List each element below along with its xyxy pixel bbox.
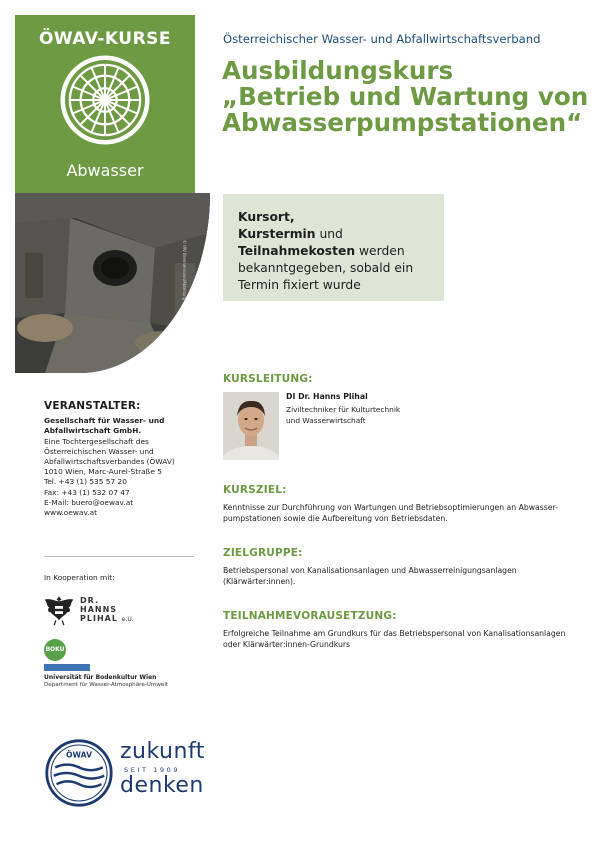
boku-university-name: Universität für Bodenkultur Wien xyxy=(44,674,157,681)
course-title-line1: Ausbildungskurs xyxy=(222,56,454,85)
kursziel-body: Kenntnisse zur Durchführung von Wartungen und Betriebsoptimierungen an Abwasser-pumpstationen sowie die Aufbereitung von Betriebsdaten. xyxy=(223,503,558,523)
organizer-email[interactable]: E-Mail: buero@oewav.at xyxy=(44,497,134,507)
eagle-icon xyxy=(43,593,75,627)
boku-logo: BOKU xyxy=(44,639,66,661)
info-box xyxy=(223,194,444,301)
plihal-logo-line1: DR. xyxy=(80,596,99,605)
voraussetzung-heading: TEILNAHMEVORAUSETZUNG: xyxy=(223,610,397,622)
organizer-name-line1: Gesellschaft für Wasser- und xyxy=(44,416,165,426)
organizer-desc-line2: Österreichischen Wasser- und xyxy=(44,446,154,456)
plihal-logo xyxy=(80,596,134,624)
boku-department-name: Department für Wasser-Atmosphäre-Umwelt xyxy=(44,682,169,688)
course-leader-name: DI Dr. Hanns Plihal xyxy=(286,392,368,401)
organizer-block xyxy=(44,401,199,518)
info-kurstermin: Kurstermin xyxy=(238,227,316,241)
course-leader-role xyxy=(286,404,416,426)
oewav-seal-icon xyxy=(44,738,114,808)
course-leader-role-line1: Ziviltechniker für Kulturtechnik xyxy=(286,405,401,414)
info-kursort: Kursort, xyxy=(238,210,295,224)
pump-station-photo xyxy=(15,193,210,373)
zielgruppe-heading: ZIELGRUPPE: xyxy=(223,547,303,559)
manhole-cover-icon xyxy=(60,55,150,145)
course-title xyxy=(222,58,588,136)
divider xyxy=(44,556,194,557)
course-title-line2: „Betrieb und Wartung von xyxy=(222,82,589,111)
info-und: und xyxy=(315,227,343,241)
kursleitung-heading: KURSLEITUNG: xyxy=(223,373,313,385)
photo-credit: © IRV Brennenvann/Abteilung xyxy=(182,240,187,301)
organizer-desc-line3: Abfallwirtschaftsverbandes (ÖWAV) xyxy=(44,457,175,467)
kursziel-heading: KURSZIEL: xyxy=(223,484,287,496)
cooperation-label: In Kooperation mit: xyxy=(44,573,115,582)
info-rest: werden bekanntgegeben, sobald ein Termin fixiert wurde xyxy=(238,244,414,292)
organizer-address: 1010 Wien, Marc-Aurel-Straße 5 xyxy=(44,467,162,477)
plihal-logo-line3: PLIHAL xyxy=(80,614,118,623)
seal-text: ÖWAV xyxy=(65,750,93,760)
organizer-name-line2: Abfallwirtschaft GmbH. xyxy=(44,426,142,436)
plihal-logo-line2: HANNS xyxy=(80,605,118,614)
organizer-heading: VERANSTALTER: xyxy=(44,400,141,412)
tagline-zukunft: zukunft xyxy=(120,739,205,764)
info-teilnahmekosten: Teilnahmekosten xyxy=(238,244,356,258)
organizer-fax: Fax: +43 (1) 532 07 47 xyxy=(44,487,130,497)
course-leader-role-line2: und Wasserwirtschaft xyxy=(286,416,366,425)
tagline-since: SEIT 1909 xyxy=(124,766,181,774)
organization-name: Österreichischer Wasser- und Abfallwirtschaftsverband xyxy=(223,32,541,46)
boku-color-bar xyxy=(44,664,90,671)
zielgruppe-body: Betriebspersonal von Kanalisationsanlagen und Abwasserreinigungsanlagen (Klärwärter:innen). xyxy=(223,566,517,586)
organizer-tel: Tel. +43 (1) 535 57 20 xyxy=(44,477,127,487)
voraussetzung-body: Erfolgreiche Teilnahme am Grundkurs für das Betriebspersonal von Kanalisationsanlagen oder Klärwärter:innen-Grundkurs xyxy=(223,629,566,649)
section-label: Abwasser xyxy=(66,161,144,180)
organizer-website[interactable]: www.oewav.at xyxy=(44,508,98,518)
plihal-logo-suffix: e.U. xyxy=(121,616,134,623)
course-series-title: ÖWAV-KURSE xyxy=(38,29,172,49)
organizer-desc-line1: Eine Tochtergesellschaft des xyxy=(44,436,149,446)
header-green-panel xyxy=(15,15,195,193)
tagline-denken: denken xyxy=(120,773,204,798)
course-leader-portrait xyxy=(223,392,279,460)
course-title-line3: Abwasserpumpstationen“ xyxy=(222,108,583,137)
